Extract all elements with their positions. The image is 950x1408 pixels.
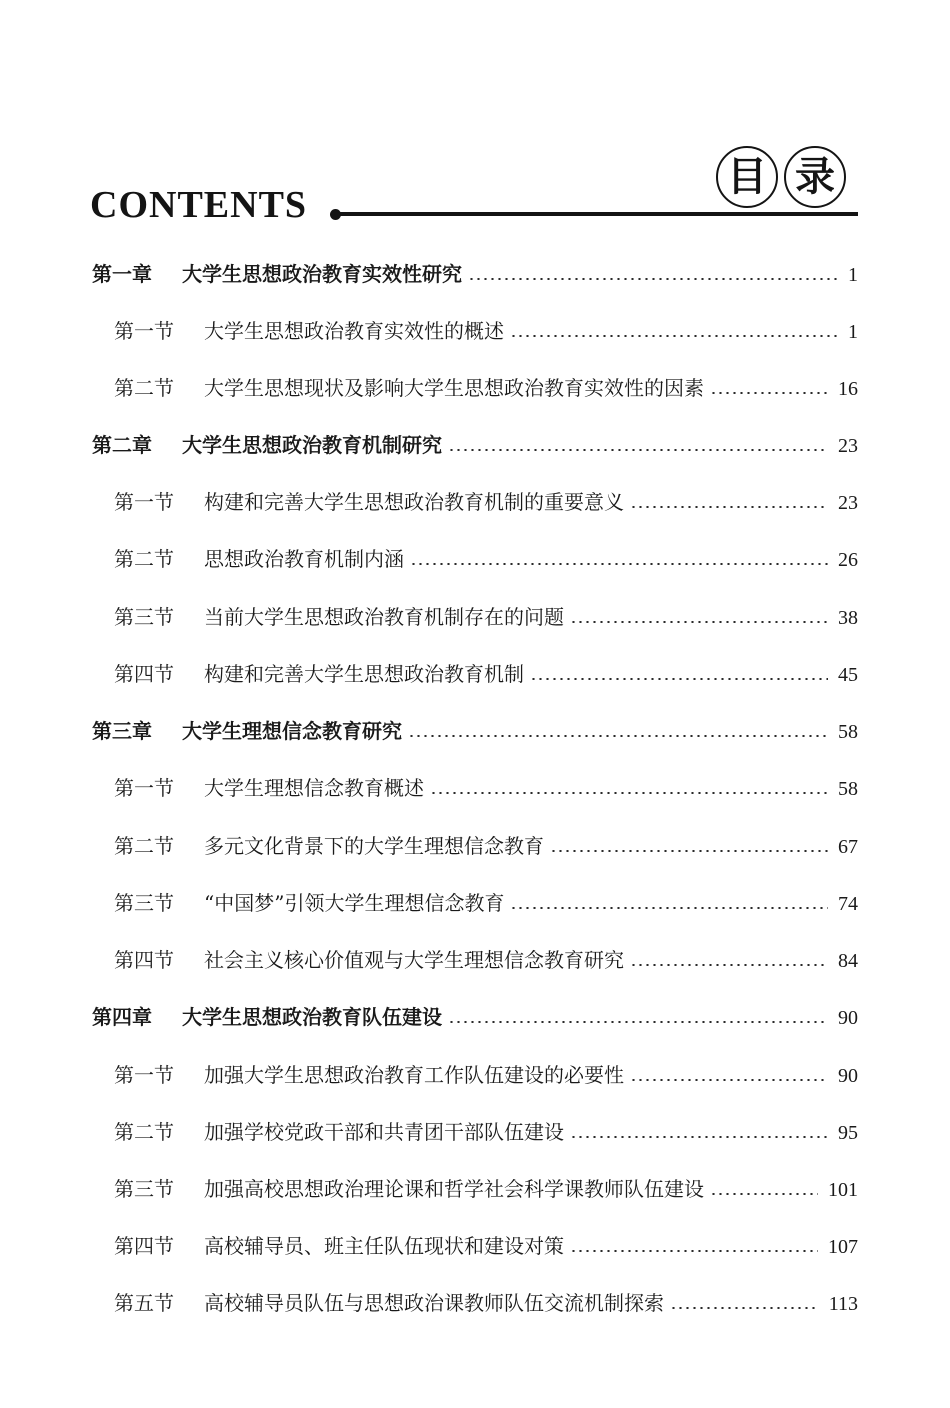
dot-leader	[410, 563, 828, 565]
entry-number: 第二节	[114, 1120, 174, 1144]
entry-number: 第二节	[114, 547, 174, 571]
toc-entry-chapter[interactable]	[92, 1003, 858, 1032]
entry-page: 84	[838, 950, 858, 972]
entry-title: 加强大学生思想政治教育工作队伍建设的必要性	[204, 1063, 624, 1087]
entry-page: 113	[828, 1293, 858, 1315]
entry-page: 90	[838, 1065, 858, 1087]
entry-title: 社会主义核心价值观与大学生理想信念教育研究	[204, 948, 624, 972]
toc-entry-section[interactable]	[114, 660, 858, 689]
entry-page: 45	[838, 664, 858, 686]
entry-number: 第一章	[92, 262, 152, 286]
entry-page: 26	[838, 549, 858, 571]
entry-title: 构建和完善大学生思想政治教育机制	[204, 662, 524, 686]
entry-page: 1	[848, 264, 858, 286]
dot-leader	[430, 792, 828, 794]
toc-entry-section[interactable]	[114, 317, 858, 346]
entry-number: 第三节	[114, 1177, 174, 1201]
dot-leader	[570, 621, 828, 623]
dot-leader	[530, 678, 828, 680]
title-seal-lu: 录	[784, 146, 846, 208]
entry-number: 第一节	[114, 319, 174, 343]
entry-title: 大学生思想政治教育队伍建设	[182, 1005, 442, 1029]
title-seal-mu: 目	[716, 146, 778, 208]
entry-title: 大学生思想政治教育实效性研究	[182, 262, 462, 286]
dot-leader	[468, 278, 838, 280]
entry-title: 构建和完善大学生思想政治教育机制的重要意义	[204, 490, 624, 514]
entry-number: 第四章	[92, 1005, 152, 1029]
entry-number: 第五节	[114, 1291, 174, 1315]
entry-title: 大学生思想政治教育机制研究	[182, 433, 442, 457]
entry-title: 高校辅导员队伍与思想政治课教师队伍交流机制探索	[204, 1291, 664, 1315]
toc-entry-chapter[interactable]	[92, 431, 858, 460]
dot-leader	[710, 392, 828, 394]
toc-entry-section[interactable]	[114, 488, 858, 517]
toc-entry-section[interactable]	[114, 946, 858, 975]
dot-leader	[570, 1136, 828, 1138]
dot-leader	[630, 1079, 828, 1081]
entry-title: 大学生思想政治教育实效性的概述	[204, 319, 504, 343]
toc-entry-section[interactable]	[114, 603, 858, 632]
entry-title: 加强高校思想政治理论课和哲学社会科学课教师队伍建设	[204, 1177, 704, 1201]
toc-entry-chapter[interactable]	[92, 260, 858, 289]
entry-page: 1	[848, 321, 858, 343]
dot-leader	[710, 1193, 818, 1195]
toc-entry-section[interactable]	[114, 545, 858, 574]
entry-title: 加强学校党政干部和共青团干部队伍建设	[204, 1120, 564, 1144]
entry-number: 第三节	[114, 605, 174, 629]
entry-page: 23	[838, 435, 858, 457]
dot-leader	[550, 850, 828, 852]
entry-page: 58	[838, 778, 858, 800]
entry-number: 第一节	[114, 776, 174, 800]
entry-page: 67	[838, 836, 858, 858]
dot-leader	[408, 735, 828, 737]
entry-number: 第四节	[114, 662, 174, 686]
toc-entry-chapter[interactable]	[92, 717, 858, 746]
dot-leader	[510, 907, 828, 909]
entry-page: 74	[838, 893, 858, 915]
dot-leader	[448, 1021, 828, 1023]
entry-page: 95	[838, 1122, 858, 1144]
entry-number: 第四节	[114, 1234, 174, 1258]
entry-number: 第二章	[92, 433, 152, 457]
entry-title: “中国梦”引领大学生理想信念教育	[204, 891, 505, 915]
entry-title: 大学生理想信念教育概述	[204, 776, 424, 800]
entry-number: 第三节	[114, 891, 174, 915]
dot-leader	[448, 449, 828, 451]
toc-entry-section[interactable]	[114, 889, 858, 918]
entry-title: 高校辅导员、班主任队伍现状和建设对策	[204, 1234, 564, 1258]
entry-title: 思想政治教育机制内涵	[204, 547, 404, 571]
entry-number: 第一节	[114, 1063, 174, 1087]
entry-number: 第三章	[92, 719, 152, 743]
entry-page: 101	[828, 1179, 858, 1201]
entry-page: 90	[838, 1007, 858, 1029]
entry-page: 16	[838, 378, 858, 400]
entry-page: 38	[838, 607, 858, 629]
entry-title: 多元文化背景下的大学生理想信念教育	[204, 834, 544, 858]
dot-leader	[510, 335, 838, 337]
toc-entry-section[interactable]	[114, 1289, 858, 1318]
entry-number: 第四节	[114, 948, 174, 972]
toc-entry-section[interactable]	[114, 774, 858, 803]
toc-entry-section[interactable]	[114, 1232, 858, 1261]
dot-leader	[630, 506, 828, 508]
entry-page: 23	[838, 492, 858, 514]
dot-leader	[630, 964, 828, 966]
entry-title: 大学生理想信念教育研究	[182, 719, 402, 743]
toc-entry-section[interactable]	[114, 832, 858, 861]
entry-number: 第二节	[114, 376, 174, 400]
toc-entry-section[interactable]	[114, 374, 858, 403]
entry-title: 大学生思想现状及影响大学生思想政治教育实效性的因素	[204, 376, 704, 400]
dot-leader	[670, 1307, 819, 1309]
entry-number: 第一节	[114, 490, 174, 514]
entry-number: 第二节	[114, 834, 174, 858]
toc-entry-section[interactable]	[114, 1175, 858, 1204]
entry-title: 当前大学生思想政治教育机制存在的问题	[204, 605, 564, 629]
dot-leader	[570, 1250, 818, 1252]
toc-entry-section[interactable]	[114, 1118, 858, 1147]
entry-page: 58	[838, 721, 858, 743]
toc-entry-section[interactable]	[114, 1061, 858, 1090]
entry-page: 107	[828, 1236, 858, 1258]
contents-heading: CONTENTS	[90, 184, 308, 226]
